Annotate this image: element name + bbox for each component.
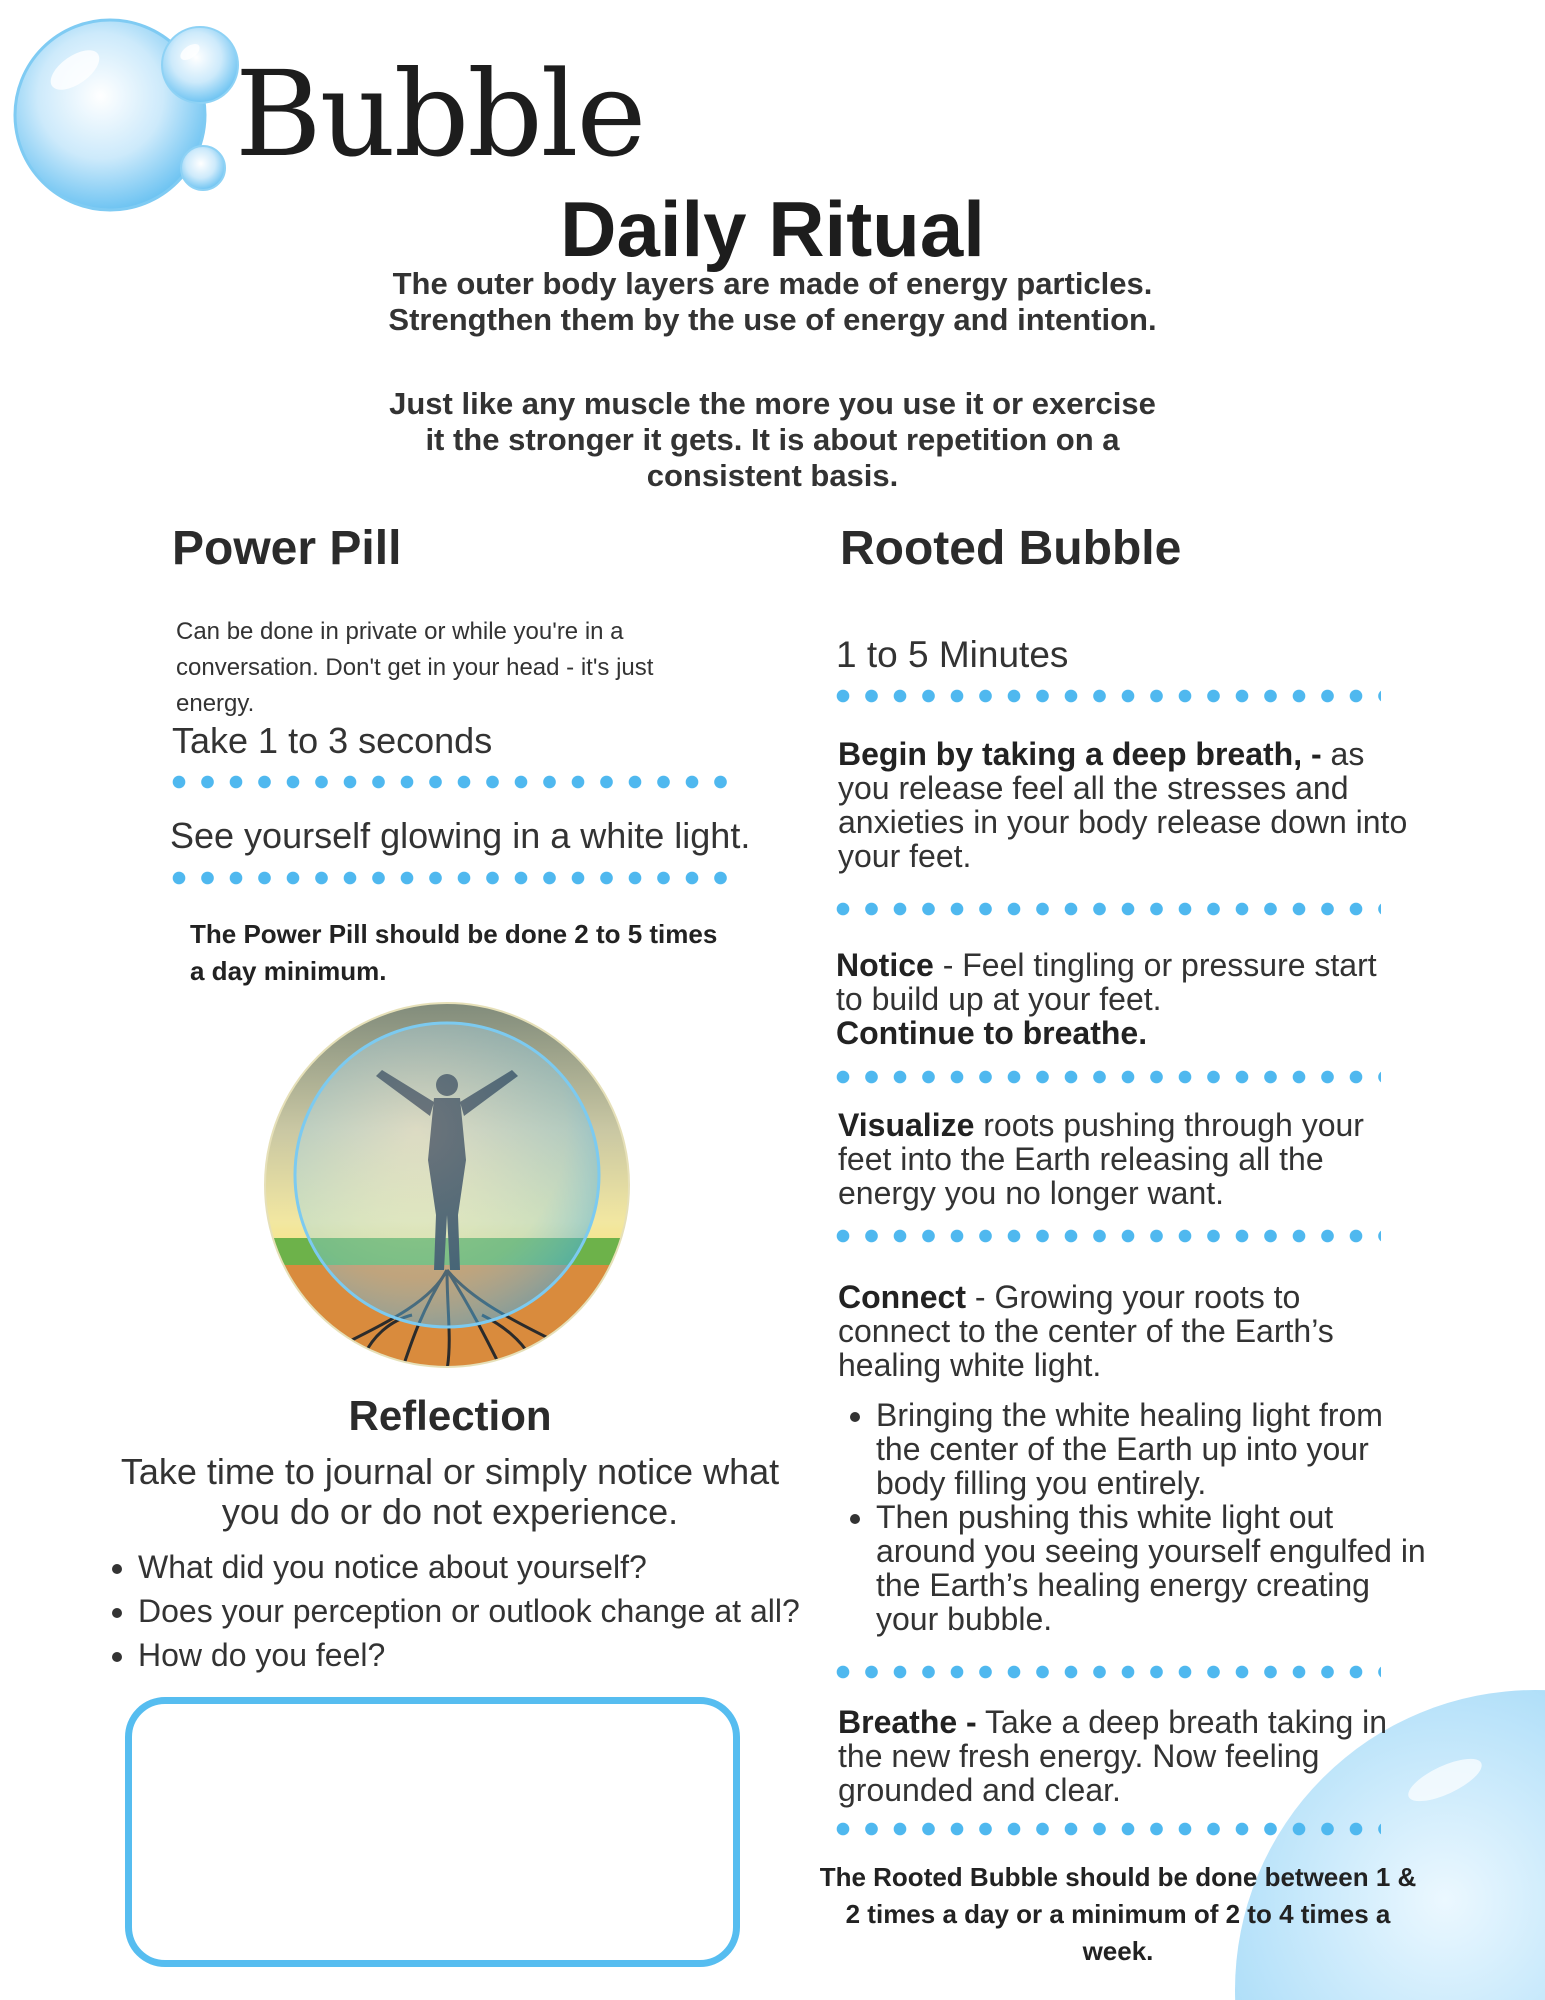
step-notice-text: - Feel tingling or pressure start to build up at your feet. [836, 947, 1377, 1017]
list-item: • What did you notice about yourself? [138, 1545, 858, 1589]
intro-paragraph-2: Just like any muscle the more you use it or exercise it the stronger it gets. It is about repetition on a consistent basis. [389, 386, 1156, 493]
step-breathe-lead: Breathe - [838, 1704, 977, 1740]
step-notice-follow: Continue to breathe. [836, 1015, 1148, 1051]
step-breathe-text: Take a deep breath taking in the new fresh energy. Now feeling grounded and clear. [838, 1704, 1388, 1808]
step-visualize-lead: Visualize [838, 1107, 975, 1143]
journal-box[interactable] [125, 1697, 740, 1967]
rooted-bubble-frequency: The Rooted Bubble should be done between 1 & 2 times a day or a minimum of 2 to 4 times a week. [819, 1862, 1417, 1966]
step-connect-lead: Connect [838, 1279, 966, 1315]
dotted-divider [172, 871, 727, 885]
power-pill-duration: Take 1 to 3 seconds [172, 720, 493, 761]
step-notice-lead: Notice [836, 947, 934, 983]
step-breathe [838, 1705, 1413, 1807]
step-visualize [838, 1108, 1413, 1210]
connect-bullets [840, 1398, 1436, 1636]
step-notice [836, 948, 1411, 1050]
power-pill-frequency: The Power Pill should be done 2 to 5 times a day minimum. [190, 919, 718, 986]
dotted-divider [836, 689, 1381, 703]
step-connect [838, 1280, 1413, 1382]
list-item: • Bringing the white healing light from the center of the Earth up into your body filling you entirely. [876, 1398, 1436, 1500]
page-title: Daily Ritual [560, 185, 985, 273]
reflection-heading: Reflection [348, 1392, 552, 1439]
rooted-bubble-duration: 1 to 5 Minutes [836, 634, 1069, 675]
dotted-divider [172, 775, 727, 789]
brand-wordmark: Bubble [235, 45, 645, 183]
step-connect-text: - Growing your roots to connect to the center of the Earth’s healing white light. [838, 1279, 1334, 1383]
list-item: • Then pushing this white light out around you seeing yourself engulfed in the Earth’s healing energy creating your bubble. [876, 1500, 1436, 1636]
list-item: • Does your perception or outlook change at all? [138, 1589, 858, 1633]
reflection-questions [102, 1545, 858, 1677]
power-pill-heading: Power Pill [172, 522, 402, 575]
step-begin-lead: Begin by taking a deep breath, - [838, 736, 1322, 772]
power-pill-note: Can be done in private or while you're in a conversation. Don't get in your head - it's just energy. [176, 618, 654, 717]
dotted-divider [836, 1665, 1381, 1679]
step-begin-text: as you release feel all the stresses and anxieties in your body release down into your feet. [838, 736, 1408, 874]
power-pill-instruction: See yourself glowing in a white light. [170, 815, 751, 856]
dotted-divider [836, 1070, 1381, 1084]
dotted-divider [836, 1822, 1381, 1836]
intro-paragraph-1: The outer body layers are made of energy particles. Strengthen them by the use of energy and intention. [388, 266, 1157, 337]
dotted-divider [836, 1229, 1381, 1243]
list-item: • How do you feel? [138, 1633, 858, 1677]
rooted-bubble-heading: Rooted Bubble [840, 522, 1182, 575]
dotted-divider [836, 902, 1381, 916]
reflection-prompt: Take time to journal or simply notice what you do or do not experience. [120, 1451, 780, 1532]
rooted-figure-illustration [262, 1000, 632, 1370]
step-begin [838, 737, 1413, 873]
step-visualize-text: roots pushing through your feet into the Earth releasing all the energy you no longer want. [838, 1107, 1364, 1211]
